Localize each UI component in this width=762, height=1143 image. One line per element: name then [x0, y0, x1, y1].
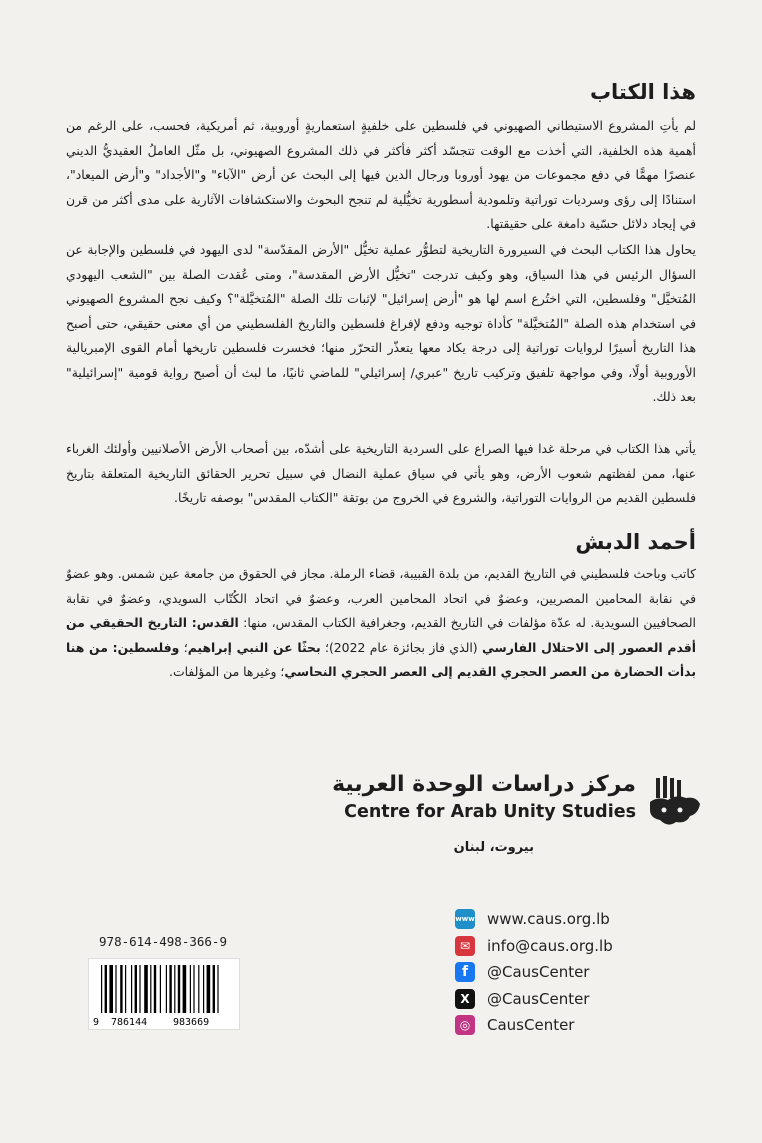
author-name: أحمد الدبش	[575, 530, 696, 554]
barcode-digit-first: 9	[93, 1017, 100, 1028]
barcode-bar	[193, 965, 194, 1013]
barcode-bar	[190, 965, 191, 1013]
publisher-name-en: Centre for Arab Unity Studies	[344, 802, 636, 822]
barcode-bar	[139, 965, 140, 1013]
publisher-block	[332, 772, 702, 882]
barcode-bar	[135, 965, 137, 1013]
barcode-bar	[125, 965, 126, 1013]
instagram-icon: ◎	[455, 1015, 475, 1035]
bio-work-1: القدس: التاريخ الحقيقي من أقدم العصور إلى الاحتلال الفارسي	[66, 615, 697, 655]
contact-website[interactable]	[455, 906, 705, 933]
isbn-text: 978-614-498-366-9	[99, 934, 227, 949]
barcode-bar	[120, 965, 122, 1013]
bio-sep: ؛	[179, 639, 188, 655]
mail-icon: ✉	[455, 936, 475, 956]
barcode-bar	[198, 965, 199, 1013]
barcode-digits-right: 983669	[173, 1017, 210, 1028]
barcode-bar	[203, 965, 204, 1013]
contact-website-text[interactable]: www.caus.org.lb	[487, 910, 610, 929]
globe-icon: www	[455, 909, 475, 929]
barcode-bar	[169, 965, 171, 1013]
contact-email[interactable]	[455, 933, 705, 960]
barcode-bar	[160, 965, 161, 1013]
book-paragraph-1: لم يأتِ المشروع الاستيطاني الصهيوني في فلسطين على خلفيةٍ استعماريةٍ أوروبية، ثم أمريكية، فحسب، على الرغم من أهمية هذه الخلفية، التي أخذت مع الوقت تتجسّد أكثر فأكثر في ذلك المشروع الصهيوني، بل مثّل العاملُ العقيديُّ الديني عنصرًا مهمًّا في دفع مجموعات من يهود أوروبا ورجال الدين فيها إلى البحث عن أرض "الآباء" و"الأجداد" و"أرض الميعاد"، استنادًا إلى رؤى وسرديات توراتية وتلمودية أسطورية تخيُّلية لم تنجح البحوث والاستكشافات الآثارية على مدى أكثر من قرن في إيجاد دلائل حسّية دامغة على حقيقتها.	[66, 118, 696, 231]
x-icon: X	[455, 989, 475, 1009]
contact-instagram[interactable]	[455, 1012, 705, 1039]
facebook-icon: f	[455, 962, 475, 982]
barcode-bar	[166, 965, 167, 1013]
barcode-bar	[183, 965, 187, 1013]
barcode-bar	[154, 965, 156, 1013]
bio-end: ؛ وغيرها من المؤلفات.	[169, 664, 285, 679]
barcode-bar	[174, 965, 175, 1013]
publisher-logo-icon	[646, 774, 702, 830]
barcode-bar	[217, 965, 218, 1013]
barcode-bar	[131, 965, 132, 1013]
barcode-bar	[115, 965, 116, 1013]
publisher-city: بيروت، لبنان	[453, 840, 534, 855]
barcode-bar	[109, 965, 113, 1013]
barcode-bar	[150, 965, 151, 1013]
author-bio	[66, 562, 696, 685]
publisher-name-ar: مركز دراسات الوحدة العربية	[332, 772, 636, 797]
contact-list	[455, 906, 705, 1039]
bio-work-3: وفلسطين: من هنا بدأت الحضارة من العصر الحجري القديم إلى العصر الحجري النحاسي	[66, 639, 696, 679]
about-book-title: هذا الكتاب	[589, 80, 696, 104]
book-paragraph-2: يحاول هذا الكتاب البحث في السيرورة التاريخية لتطوُّر عملية تخيُّل "الأرض المقدّسة" لدى اليهود في فلسطين والإجابة عن السؤال الرئيس في هذا السياق، وهو وكيف تدرجت "تخيُّل الأرض المقدسة"، ومتى عُقدت الصلة بين "الشعب اليهودي المُتخيَّل" وفلسطين، التي اختُرع اسم لها هو "أرض إسرائيل" لإثبات تلك الصلة "المُتخيَّلة"؟ وكيف نجح المشروع الصهيوني في استخدام هذه الصلة "المُتخيَّلة" كأداة توجيه ودفع لإفراغ فلسطين والتاريخ الفلسطيني من أي معنى حقيقي، حتى أصبح هذا التاريخ أسيرًا لروايات توراتية إلى درجة يكاد معها يتعذّر التحرّر منها؛ فخسرت فلسطين تاريخها أمام القوى الإمبريالية الأوروبية أولًا، وفي مواجهة تلفيق وتركيب تاريخ "عبري/ إسرائيلي" للماضي ثانيًا، ما لبث أن أصبح رواية قومية "إسرائيلية" بعد ذلك.	[66, 242, 696, 404]
barcode-bar	[207, 965, 211, 1013]
contact-facebook-text[interactable]: @CausCenter	[487, 963, 590, 982]
book-paragraph-3: يأتي هذا الكتاب في مرحلة غدا فيها الصراع على السردية التاريخية على أشدّه، بين أصحاب الأرض الأصلانيين وأولئك الغرباء عنها، ممن لفظتهم شعوب الأرض، وهو يأتي في سياق عملية النضال في سبيل تحرير الحقائق التاريخية المتعلقة بتاريخ فلسطين القديم من الروايات التوراتية، والشروع في الخروج من بوتقة "الكتاب المقدس" بوصفه تاريخًا.	[66, 441, 696, 505]
contact-facebook[interactable]	[455, 959, 705, 986]
contact-x-text[interactable]: @CausCenter	[487, 989, 590, 1008]
barcode-digits-left: 786144	[111, 1017, 148, 1028]
barcode-bar	[213, 965, 215, 1013]
barcode-bar	[105, 965, 107, 1013]
barcode-bar	[101, 965, 102, 1013]
barcode-bar	[178, 965, 180, 1013]
contact-instagram-text[interactable]: CausCenter	[487, 1016, 575, 1035]
barcode	[88, 958, 240, 1030]
bio-award: (الذي فاز بجائزة عام 2022)؛	[320, 639, 483, 655]
contact-email-text[interactable]: info@caus.org.lb	[487, 936, 613, 955]
bio-intro: كاتب وباحث فلسطيني في التاريخ القديم، من بلدة القبيبة، قضاء الرملة. مجاز في الحقوق من جامعة عين شمس. وهو عضوٌ في نقابة المحامين المصريين، وعضوٌ في اتحاد المحامين العرب، وعضوٌ في اتحاد الكُتّاب السويدي، وعضوٌ في نقابة الصحافيين السويدية. له عدّة مؤلفات في التاريخ القديم، وجغرافية الكتاب المقدس، منها:	[66, 566, 696, 630]
contact-x[interactable]	[455, 986, 705, 1013]
bio-work-2: بحثًا عن النبي إبراهيم	[187, 639, 321, 655]
barcode-bar	[144, 965, 148, 1013]
